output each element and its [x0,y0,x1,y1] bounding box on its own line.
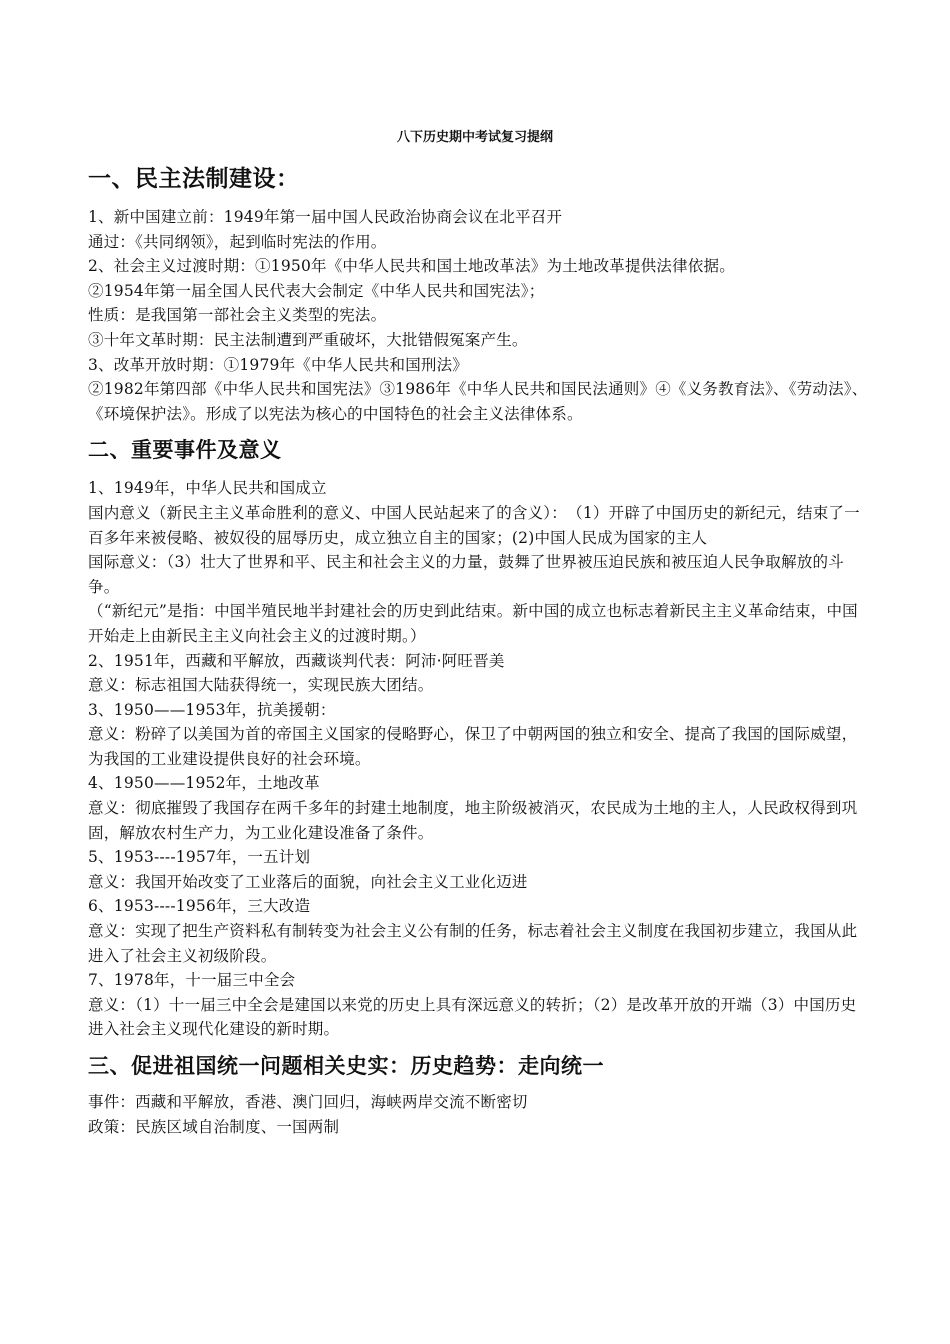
section-heading-3: 三、促进祖国统一问题相关史实：历史趋势：走向统一 [88,1054,604,1078]
paragraph: 2、社会主义过渡时期：①1950年《中华人民共和国土地改革法》为土地改革提供法律依据。 [88,257,735,276]
paragraph: 性质：是我国第一部社会主义类型的宪法。 [88,306,387,325]
paragraph: 6、1953----1956年，三大改造 [88,897,311,916]
paragraph: 政策：民族区域自治制度、一国两制 [88,1117,340,1136]
paragraph: 事件：西藏和平解放，香港、澳门回归，海峡两岸交流不断密切 [88,1093,528,1111]
paragraph: ②1954年第一届全国人民代表大会制定《中华人民共和国宪法》； [88,281,545,300]
paragraph: 意义：我国开始改变了工业落后的面貌，向社会主义工业化迈进 [88,872,528,891]
paragraph: 4、1950——1952年，土地改革 [88,774,320,793]
paragraph: 7、1978年，十一届三中全会 [88,971,296,990]
paragraph: 1、1949年，中华人民共和国成立 [88,479,327,498]
paragraph: 国内意义（新民主主义革命胜利的意义、中国人民站起来了的含义）： （1）开辟了中国历史的新纪元，结束了一百多年来被侵略、被奴役的屈辱历史，成立独立自主的国家；(2)中国人民成为国家的主人 [88,503,860,547]
paragraph: 2、1951年，西藏和平解放，西藏谈判代表：阿沛·阿旺晋美 [88,651,505,670]
paragraph: 意义：（1）十一届三中全会是建国以来党的历史上具有深远意义的转折；（2）是改革开放的开端（3）中国历史进入社会主义现代化建设的新时期。 [88,995,857,1039]
paragraph: （“新纪元”是指：中国半殖民地半封建社会的历史到此结束。新中国的成立也标志着新民主主义革命结束，中国开始走上由新民主主义向社会主义的过渡时期。） [88,602,858,645]
section-2-content [88,476,868,1042]
paragraph: 意义：粉碎了以美国为首的帝国主义国家的侵略野心，保卫了中朝两国的独立和安全、提高了我国的国际威望，为我国的工业建设提供良好的社会环境。 [88,725,858,768]
section-heading-2: 二、重要事件及意义 [88,438,282,463]
section-3-content [88,1090,868,1139]
paragraph: 意义：实现了把生产资料私有制转变为社会主义公有制的任务，标志着社会主义制度在我国初步建立，我国从此进入了社会主义初级阶段。 [88,922,858,965]
paragraph: 意义：彻底摧毁了我国存在两千多年的封建土地制度，地主阶级被消灭，农民成为土地的主人，人民政权得到巩固，解放农村生产力，为工业化建设准备了条件。 [88,799,858,842]
paragraph: 通过：《共同纲领》，起到临时宪法的作用。 [88,232,387,251]
document-title: 八下历史期中考试复习提纲 [396,130,553,145]
paragraph: ②1982年第四部《中华人民共和国宪法》③1986年《中华人民共和国民法通则》④《义务教育法》、《劳动法》、《环境保护法》。形成了以宪法为核心的中国特色的社会主义法律体系。 [88,380,868,423]
paragraph: 国际意义：（3）壮大了世界和平、民主和社会主义的力量，鼓舞了世界被压迫民族和被压迫人民争取解放的斗争。 [88,553,844,596]
paragraph: 3、改革开放时期：①1979年《中华人民共和国刑法》 [88,355,469,374]
document-body [88,163,868,1147]
paragraph: ③十年文革时期：民主法制遭到严重破坏，大批错假冤案产生。 [88,330,528,349]
section-1-content [88,205,868,426]
paragraph: 1、新中国建立前：1949年第一届中国人民政治协商会议在北平召开 [88,208,563,226]
paragraph: 5、1953----1957年，一五计划 [88,848,311,867]
paragraph: 意义：标志祖国大陆获得统一，实现民族大团结。 [88,676,434,695]
paragraph: 3、1950——1953年，抗美援朝： [88,700,336,719]
section-heading-1: 一、民主法制建设： [88,166,300,192]
